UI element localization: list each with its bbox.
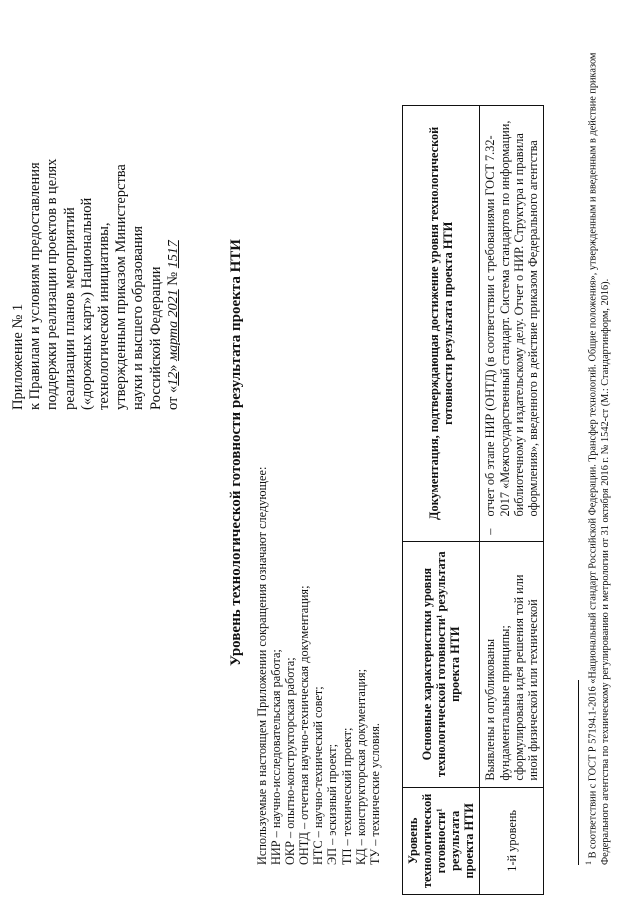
header-level: Уровень технологической готовности¹ результата проекта НТИ — [403, 787, 480, 894]
list-dash: – — [483, 528, 498, 535]
header-characteristics: Основные характеристики уровня технологической готовности¹ результата проекта НТИ — [403, 541, 480, 787]
appendix-line: Приложение № 1 — [10, 303, 26, 410]
abbreviation-item: ОКР – опытно-конструкторская работа; — [283, 657, 298, 865]
header-documentation: Документация, подтверждающая достижение уровня технологической готовности результата проекта НТИ — [403, 106, 480, 542]
footnote-marker: 1 — [584, 861, 593, 865]
handwritten-date: марта 2021 — [165, 289, 181, 361]
appendix-line: технологической инициативы, — [96, 222, 113, 410]
footnote-text: В соответствии с ГОСТ Р 57194.1-2016 «Национальный стандарт Российской Федерации. Трансфер технологий. Общие положения», утвержденным и введенным в действие приказом Федерального агентства по техническому регулированию и метрологии от 31 октября 2016 г. № 1542-ст (М.: Стандартинформ, 2016). — [587, 52, 612, 865]
appendix-line: утвержденным приказом Министерства — [113, 164, 130, 410]
handwritten-day: 12 — [165, 371, 181, 386]
date-prefix: от « — [164, 385, 181, 410]
abbreviation-item: НИР – научно-исследовательская работа; — [269, 649, 284, 865]
footnote — [583, 15, 613, 865]
appendix-line: науки и высшего образования — [130, 225, 147, 410]
date-mid: » — [164, 364, 181, 372]
appendix-line: («дорожных карт») Национальной — [78, 197, 95, 410]
abbreviation-item: ТП – технический проект; — [339, 727, 354, 865]
number-label: № — [164, 271, 181, 286]
appendix-line: реализации планов мероприятий — [61, 207, 78, 410]
handwritten-number: 1517 — [165, 240, 181, 269]
abbreviation-item: НТС – научно-технический совет; — [311, 686, 326, 865]
abbreviation-item: ОНТД – отчетная научно-техническая документация; — [297, 585, 312, 865]
table-row — [480, 106, 543, 895]
cell-documentation — [480, 106, 543, 542]
abbreviations-intro: Используемые в настоящем Приложении сокращения означают следующее: — [255, 466, 269, 865]
cell-level: 1-й уровень — [480, 787, 543, 894]
appendix-line: поддержки реализации проектов в целях — [44, 158, 61, 410]
table-header-row — [403, 106, 480, 895]
abbreviation-item: КД – конструкторская документация; — [353, 668, 368, 865]
readiness-table — [402, 105, 544, 895]
abbreviation-item: ТУ – технические условия. — [367, 723, 382, 865]
abbreviation-item: ЭП – эскизный проект; — [325, 743, 340, 865]
abbreviations-block — [255, 467, 382, 865]
page-title: Уровень технологической готовности результата проекта НТИ — [228, 239, 244, 666]
appendix-date-line — [165, 15, 182, 410]
appendix-line: к Правилам и условиям предоставления — [27, 162, 44, 410]
appendix-line: Российской Федерации — [147, 266, 164, 410]
footnote-divider — [578, 680, 579, 865]
cell-characteristics: Выявлены и опубликованы фундаментальные принципы; сформулирована идея решения той или иной физической или технической — [480, 541, 543, 787]
appendix-header — [10, 15, 182, 410]
documentation-text: отчет об этапе НИР (ОНТД) (в соответствии с требованиями ГОСТ 7.32-2017 «Межгосударственный стандарт. Система стандартов по информации, библиотечному и издательскому делу. Отчет о НИР. Структура и правила оформления», введенного в действие приказом Федерального агентства — [483, 120, 540, 517]
